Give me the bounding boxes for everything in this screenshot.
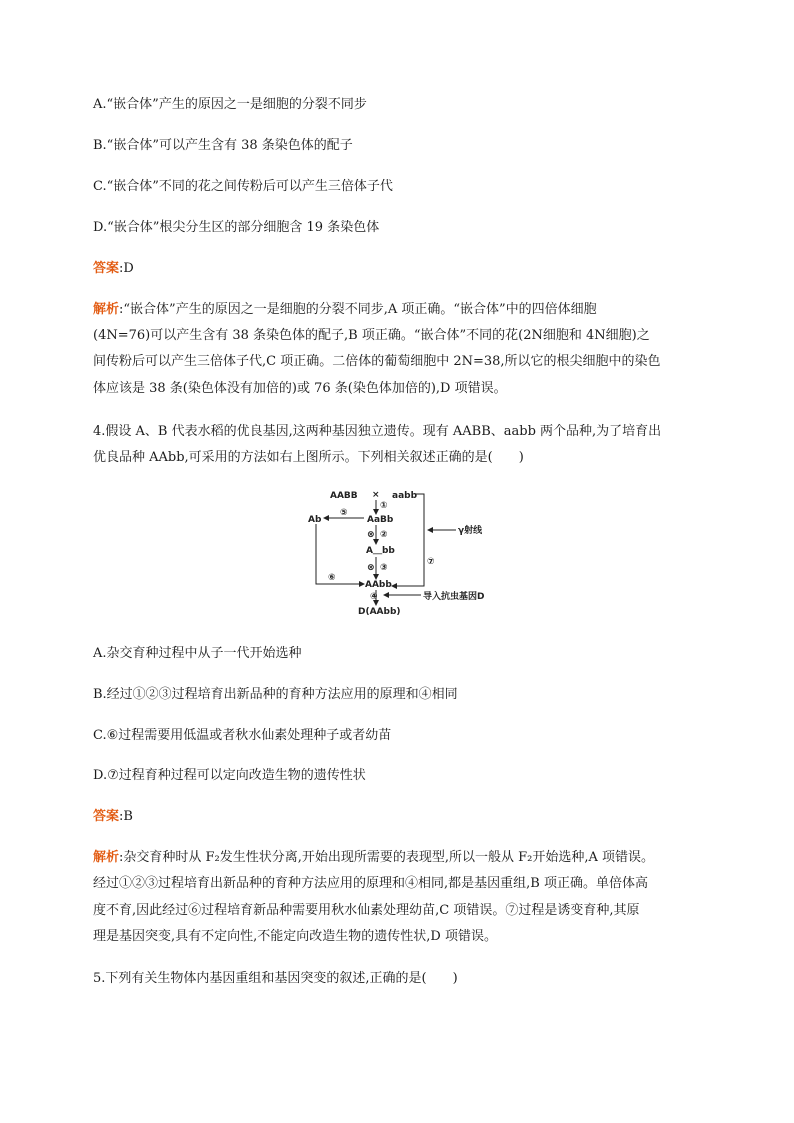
label-aabb-right: aabb [392, 491, 418, 501]
analysis-text: 经过①②③过程培育出新品种的育种方法应用的原理和④相同,都是基因重组,B 项正确。单倍体高 [93, 876, 648, 891]
step-2: ② [380, 530, 388, 540]
label-ab: Ab [308, 515, 322, 525]
analysis-label: 解析 [93, 302, 120, 317]
answer-value: :D [119, 261, 134, 276]
step-7: ⑦ [427, 557, 435, 567]
selfing-icon-2: ⊗ [367, 563, 375, 573]
label-d-aabb: D(AAbb) [358, 607, 401, 617]
answer-4 [93, 809, 133, 825]
option-d: D.⑦过程育种过程可以定向改造生物的遗传性状 [93, 768, 366, 783]
label-insect-gene: 导入抗虫基因D [423, 592, 485, 602]
option-b: B.经过①②③过程培育出新品种的育种方法应用的原理和④相同 [93, 687, 458, 702]
step-1: ① [380, 501, 388, 511]
analysis-text: 体应该是 38 条(染色体没有加倍的)或 76 条(染色体加倍的),D 项错误。 [93, 381, 507, 396]
breeding-diagram [300, 482, 520, 624]
analysis-text: :“嵌合体”产生的原因之一是细胞的分裂不同步,A 项正确。“嵌合体”中的四倍体细胞 [119, 302, 597, 317]
answer-3 [93, 261, 134, 277]
option-d: D.“嵌合体”根尖分生区的部分细胞含 19 条染色体 [93, 220, 380, 235]
step-5: ⑤ [340, 508, 348, 518]
analysis-text: (4N=76)可以产生含有 38 条染色体的配子,B 项正确。“嵌合体”不同的花(2N细胞和 4N细胞)之 [93, 328, 650, 343]
option-a: A.杂交育种过程中从子一代开始选种 [93, 646, 302, 661]
label-aabb-left: AABB [330, 491, 358, 501]
answer-label: 答案 [93, 809, 120, 824]
option-b: B.“嵌合体”可以产生含有 38 条染色体的配子 [93, 138, 353, 153]
analysis-text: 理是基因突变,具有不定向性,不能定向改造生物的遗传性状,D 项错误。 [93, 929, 497, 944]
label-a-bb: A＿bb [366, 546, 395, 556]
question-text: 优良品种 AAbb,可采用的方法如右上图所示。下列相关叙述正确的是( ) [93, 450, 524, 465]
step-3: ③ [380, 563, 388, 573]
question-text: 4.假设 A、B 代表水稻的优良基因,这两种基因独立遗传。现有 AABB、aabb 两个品种,为了培育出 [93, 424, 662, 439]
option-c: C.⑥过程需要用低温或者秋水仙素处理种子或者幼苗 [93, 728, 392, 743]
option-a: A.“嵌合体”产生的原因之一是细胞的分裂不同步 [93, 97, 367, 112]
cross-sign: × [372, 490, 380, 500]
question-5-stem: 5.下列有关生物体内基因重组和基因突变的叙述,正确的是( ) [93, 971, 458, 986]
label-gamma: γ射线 [458, 526, 483, 536]
option-c: C.“嵌合体”不同的花之间传粉后可以产生三倍体子代 [93, 179, 393, 194]
label-target: AAbb [365, 580, 392, 590]
step-4: ④ [370, 592, 378, 602]
answer-value: :B [119, 809, 133, 824]
analysis-text: 间传粉后可以产生三倍体子代,C 项正确。二倍体的葡萄细胞中 2N=38,所以它的根尖细胞中的染色 [93, 354, 661, 369]
step-6: ⑥ [328, 573, 336, 583]
analysis-label: 解析 [93, 850, 120, 865]
analysis-text: :杂交育种时从 F₂发生性状分离,开始出现所需要的表现型,所以一般从 F₂开始选种,A 项错误。 [119, 850, 655, 865]
selfing-icon-1: ⊗ [367, 530, 375, 540]
answer-label: 答案 [93, 261, 120, 276]
label-f1: AaBb [367, 515, 394, 525]
analysis-text: 度不育,因此经过⑥过程培育新品种需要用秋水仙素处理幼苗,C 项错误。⑦过程是诱变育种,其原 [93, 903, 640, 918]
